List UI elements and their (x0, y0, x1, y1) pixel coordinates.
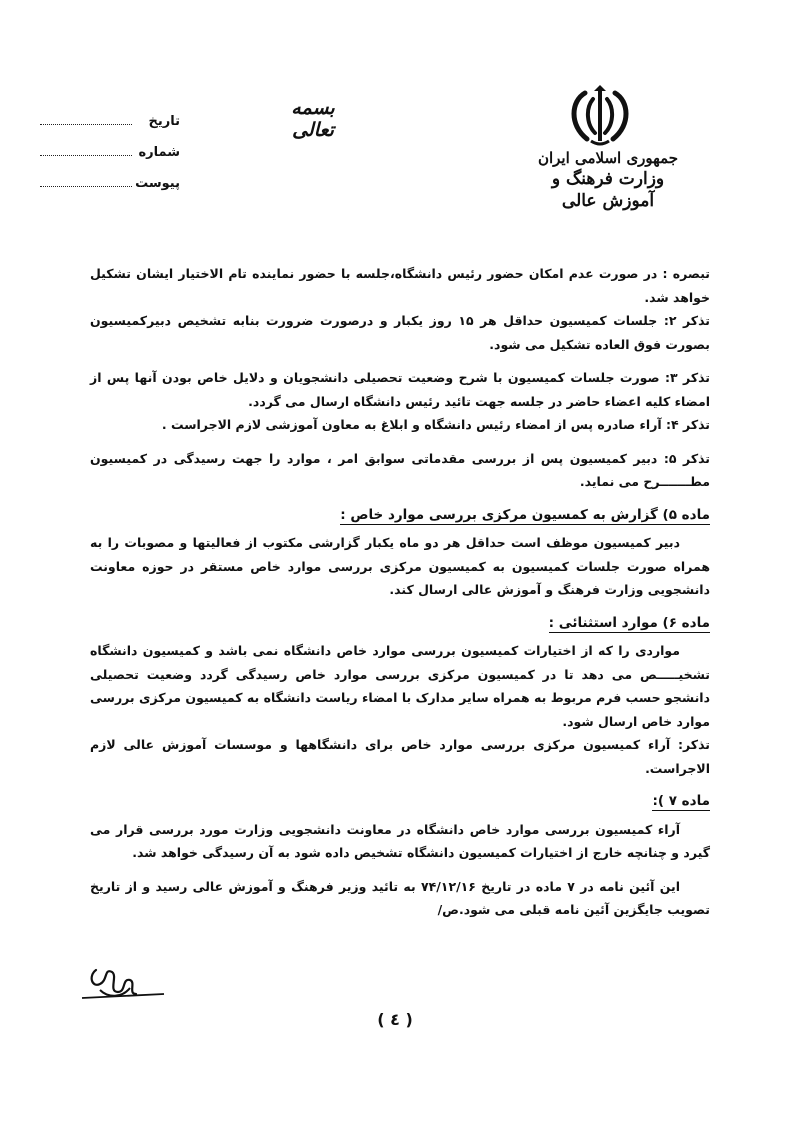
signature-mark (78, 958, 168, 1008)
government-name (528, 148, 688, 212)
article-5-heading: ماده ۵) گزارش به کمسیون مرکزی بررسی موارد خاص : (340, 506, 710, 523)
number-row (40, 129, 180, 160)
letter-meta (40, 98, 180, 191)
attachment-row (40, 160, 180, 191)
article-6-note: تذکر: آراء کمیسیون مرکزی بررسی موارد خاص برای دانشگاهها و موسسات آموزش عالی لازم الاجراست. (90, 737, 710, 776)
ministry-name: وزارت فرهنگ و آموزش عالی (551, 169, 665, 211)
tazakkor-5: تذکر ۵: دبیر کمیسیون پس از بررسی مقدماتی سوابق امر ، موارد را جهت رسیدگی در کمیسیون مطـــــــرح می نماید. (90, 450, 710, 489)
article-7-text: آراء کمیسیون بررسی موارد خاص دانشگاه در معاونت دانشجویی وزارت مورد بررسی قرار می گیرد و چنانچه خارج از اختیارات کمیسیون دانشگاه تشخیص داده شود به آن رسیدگی خواهد شد. (90, 821, 710, 860)
tazakkor-2: تذکر ۲: جلسات کمیسیون حداقل هر ۱۵ روز یکبار و درصورت ضرورت بنابه تشخیص دبیرکمیسیون بصورت فوق العاده تشکیل می شود. (90, 313, 710, 352)
article-6-heading: ماده ۶) موارد استثنائی : (548, 614, 710, 631)
document-body (90, 262, 710, 922)
article-5-text: دبیر کمیسیون موظف است حداقل هر دو ماه یکبار گزارشی مکتوب از فعالیتها و مصوبات را به همراه صورت جلسات کمیسیون به کمیسیون مرکزی بررسی موارد خاص مستقر در حوزه معاونت دانشجویی وزارت فرهنگ و آموزش عالی ارسال کند. (90, 535, 710, 597)
iran-emblem-icon (565, 85, 635, 147)
country-name: جمهوری اسلامی ایران (537, 149, 679, 167)
page-number: ( ٤ ) (377, 1010, 413, 1029)
note-paragraph: تبصره : در صورت عدم امکان حضور رئیس دانشگاه،جلسه با حضور نماینده تام الاختیار ایشان تشکیل خواهد شد. (90, 266, 710, 305)
date-line (40, 123, 132, 125)
date-row (40, 98, 180, 129)
tazakkor-4: تذکر ۴: آراء صادره پس از امضاء رئیس دانشگاه و ابلاغ به معاون آموزشی لازم الاجراست . (161, 417, 710, 432)
number-label: شماره (138, 145, 180, 160)
number-line (40, 154, 132, 156)
article-6-text: مواردی را که از اختیارات کمیسیون بررسی موارد خاص دانشگاه نمی باشد و کمیسیون دانشگاه تشخیـــــص می دهد تا در کمیسیون مرکزی بررسی موارد خاص رسیدگی گردد وضعیت تحصیلی دانشجو حسب فرم مربوط به همراه سایر مدارک با امضاء ریاست دانشگاه به کمیسیون مرکزی بررسی موارد خاص ارسال شود. (90, 643, 710, 729)
date-label: تاریخ (148, 114, 180, 129)
tazakkor-3: تذکر ۳: صورت جلسات کمیسیون با شرح وضعیت تحصیلی دانشجویان و دلایل خاص بودن آنها پس از امضاء کلیه اعضاء حاضر در جلسه جهت تائید رئیس دانشگاه ارسال می گردد. (90, 370, 711, 409)
article-7-heading: ماده ۷ ): (652, 793, 710, 809)
attachment-label: پیوست (135, 176, 180, 191)
bismillah-heading: بسمه تعالی (291, 97, 335, 141)
closing-paragraph: این آئین نامه در ۷ ماده در تاریخ ۷۴/۱۲/۱۶ به تائید وزیر فرهنگ و آموزش عالی رسید و از تاریخ تصویب جایگزین آئین نامه قبلی می شود.ص/ (90, 878, 710, 917)
attachment-line (40, 185, 132, 187)
